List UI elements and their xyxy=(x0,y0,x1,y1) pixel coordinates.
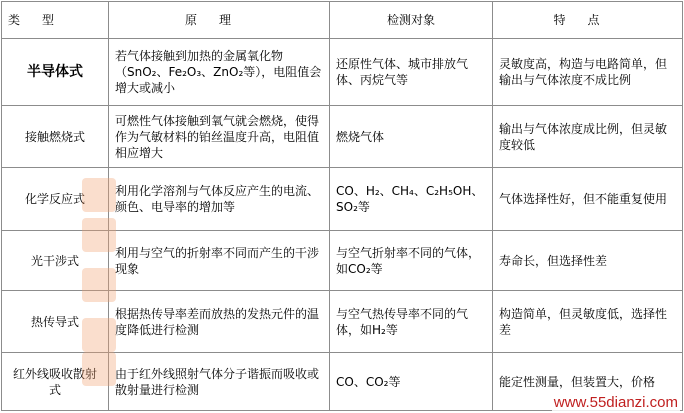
row-object: CO、CO₂等 xyxy=(330,353,493,411)
row-feature: 气体选择性好，但不能重复使用 xyxy=(493,168,683,231)
row-object: 与空气折射率不同的气体，如CO₂等 xyxy=(330,231,493,291)
table-row xyxy=(2,291,683,353)
row-principle: 利用化学溶剂与气体反应产生的电流、颜色、电导率的增加等 xyxy=(109,168,330,231)
table-row xyxy=(2,231,683,291)
table-row xyxy=(2,168,683,231)
row-object: 与空气热传导率不同的气体，如H₂等 xyxy=(330,291,493,353)
header-object: 检测对象 xyxy=(330,2,493,39)
row-principle: 由于红外线照射气体分子谐振而吸收或散射量进行检测 xyxy=(109,353,330,411)
table-row xyxy=(2,106,683,168)
row-feature: 寿命长，但选择性差 xyxy=(493,231,683,291)
header-type: 类型 xyxy=(2,2,109,39)
header-feature: 特点 xyxy=(493,2,683,39)
gas-sensor-table xyxy=(1,1,683,411)
watermark-url: www.55dianzi.com xyxy=(553,394,678,411)
row-type: 热传导式 xyxy=(2,291,109,353)
row-principle: 利用与空气的折射率不同而产生的干涉现象 xyxy=(109,231,330,291)
header-row xyxy=(2,2,683,39)
row-object: CO、H₂、CH₄、C₂H₅OH、SO₂等 xyxy=(330,168,493,231)
row-type: 红外线吸收散射式 xyxy=(2,353,109,411)
row-feature: 能定性测量，但装置大，价格 xyxy=(493,353,683,411)
row-type: 化学反应式 xyxy=(2,168,109,231)
table-row xyxy=(2,39,683,106)
row-principle: 根据热传导率差而放热的发热元件的温度降低进行检测 xyxy=(109,291,330,353)
row-object: 燃烧气体 xyxy=(330,106,493,168)
row-feature: 输出与气体浓度成比例，但灵敏度较低 xyxy=(493,106,683,168)
row-type: 半导体式 xyxy=(2,39,109,106)
row-feature: 构造简单，但灵敏度低，选择性差 xyxy=(493,291,683,353)
row-feature: 灵敏度高，构造与电路简单，但输出与气体浓度不成比例 xyxy=(493,39,683,106)
row-type: 光干涉式 xyxy=(2,231,109,291)
row-principle: 可燃性气体接触到氧气就会燃烧，使得作为气敏材料的铂丝温度升高，电阻值相应增大 xyxy=(109,106,330,168)
row-principle: 若气体接触到加热的金属氧化物（SnO₂、Fe₂O₃、ZnO₂等），电阻值会增大或减小 xyxy=(109,39,330,106)
row-type: 接触燃烧式 xyxy=(2,106,109,168)
header-principle: 原理 xyxy=(109,2,330,39)
row-object: 还原性气体、城市排放气体、丙烷气等 xyxy=(330,39,493,106)
